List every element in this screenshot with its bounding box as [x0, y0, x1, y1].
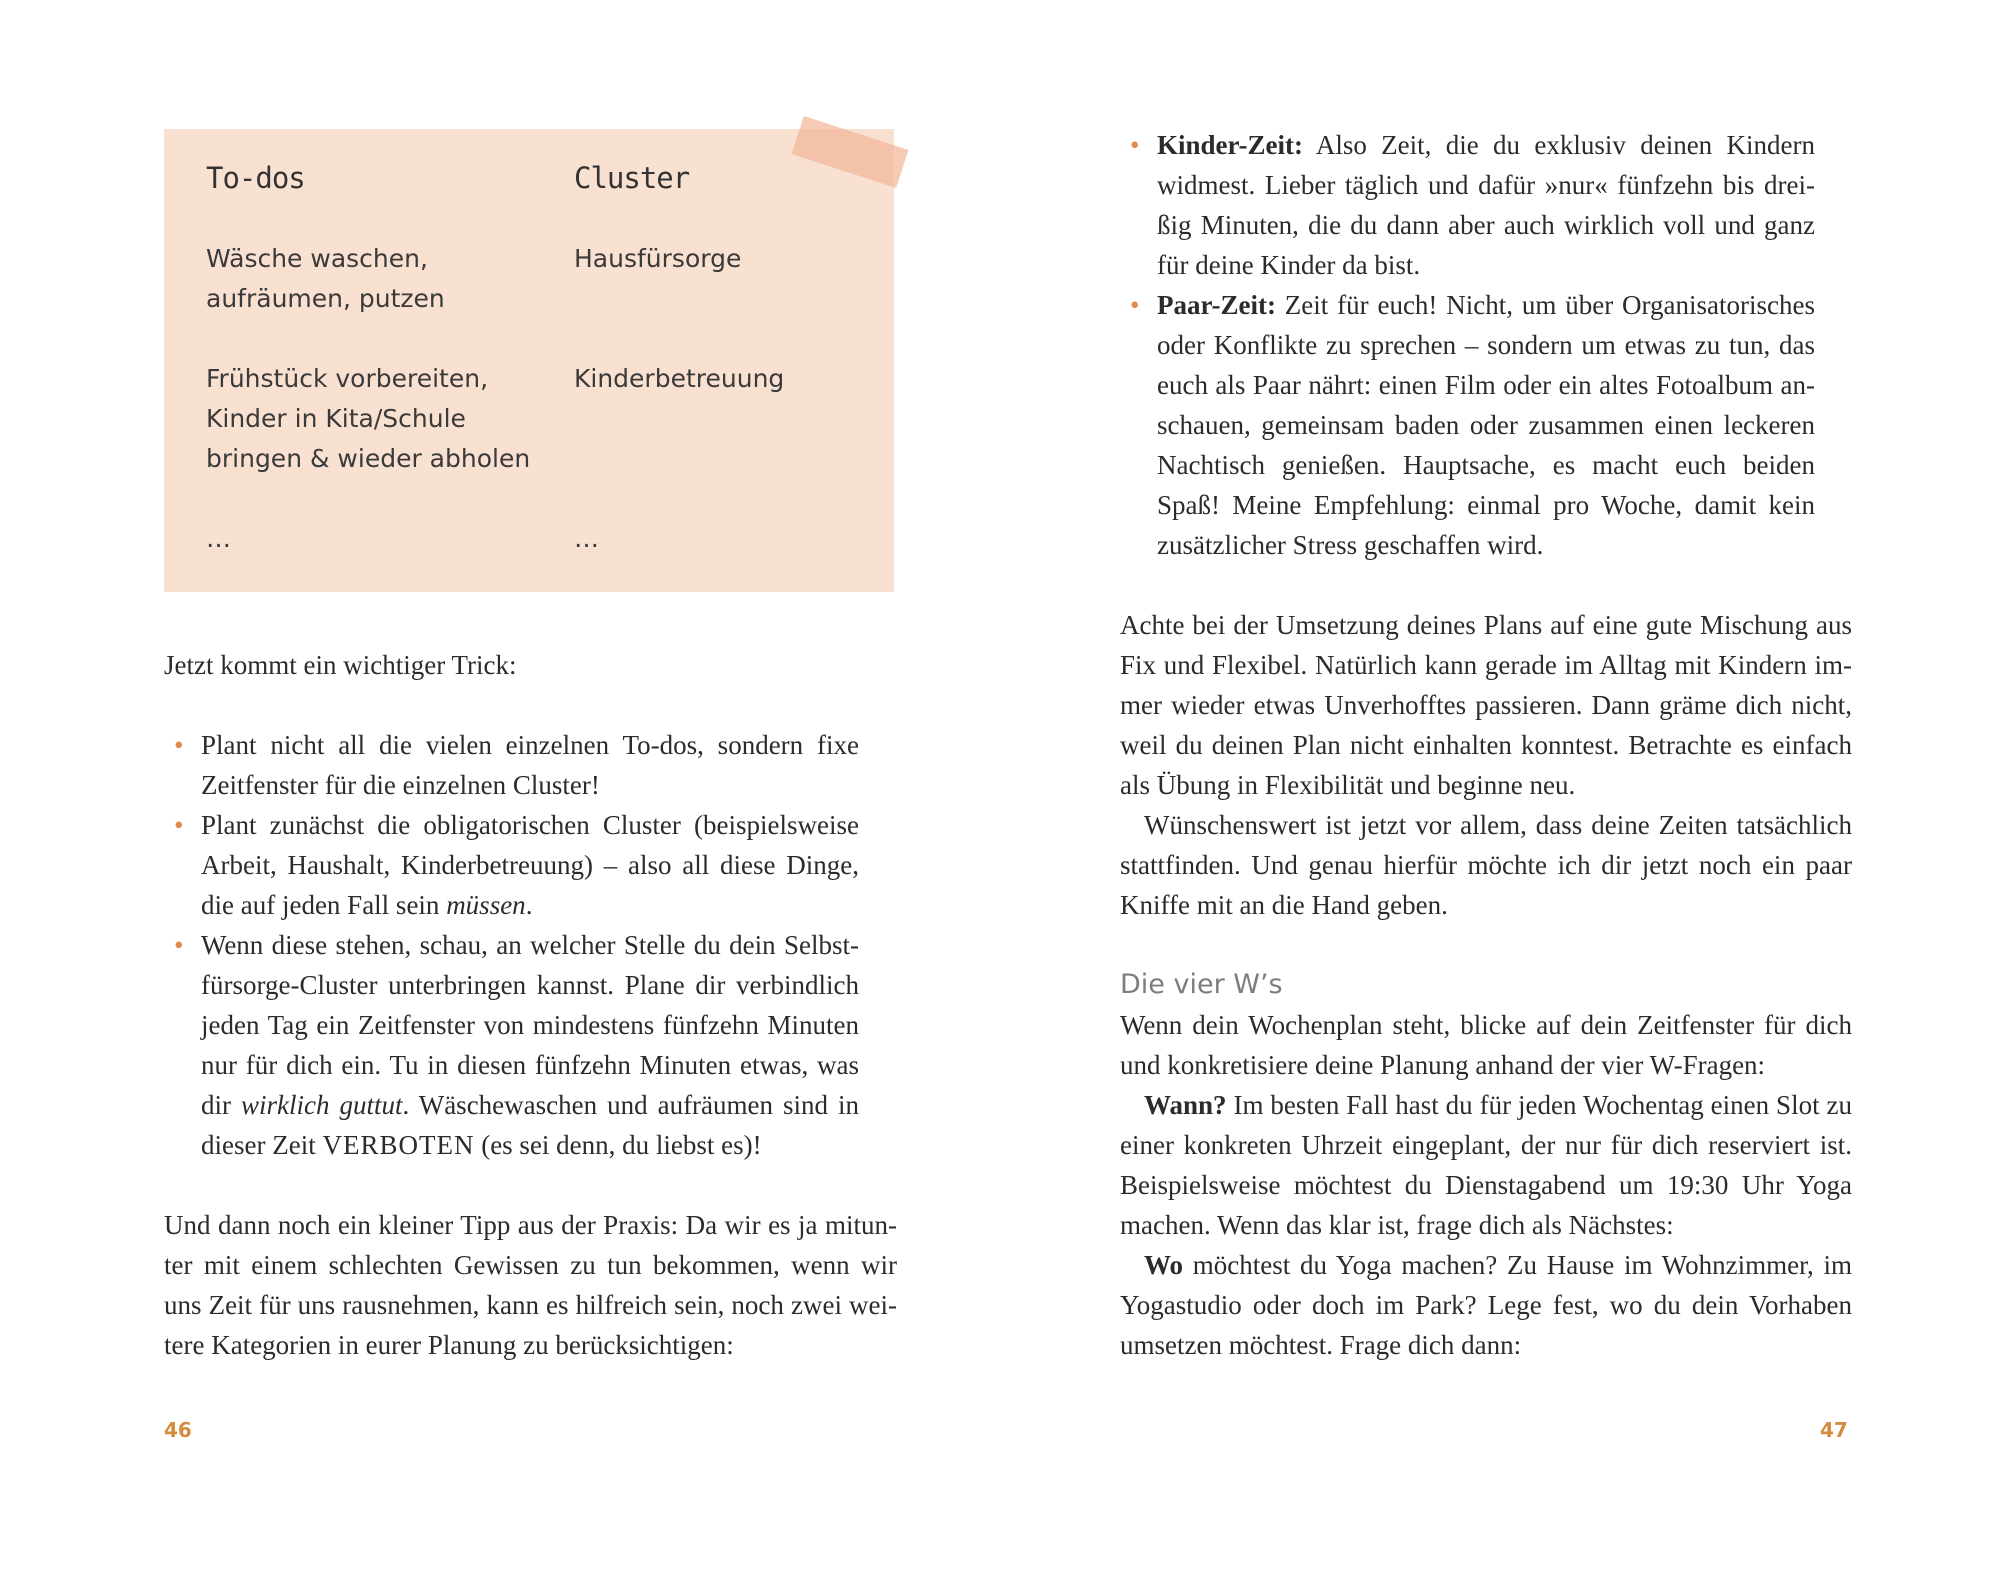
closing-text: Und dann noch ein kleiner Tipp aus der Praxis: Da wir es ja mitunter mit einem schlechten Gewissen zu tun bekommen, wenn wir uns Zeit für uns rausnehmen, kann es hilfreich sein, noch zwei weitere Kategorien in eurer Planung zu berücksichtigen: — [164, 1210, 897, 1360]
plan-paragraphs — [1120, 605, 1852, 925]
intro-paragraph — [164, 645, 897, 685]
paragraph: Wann? Im besten Fall hast du für jeden Wochentag einen Slot zu einer konkreten Uhrzeit eingeplant, der nur für dich reserviert ist. Beispielsweise möchtest du Dienstagabend um 19:30 Uhr Yoga machen. Wenn das klar ist, frage dich als Nächstes: — [1120, 1090, 1852, 1240]
list-item: • Paar-Zeit: Zeit für euch! Nicht, um über Organisatorisches oder Konflikte zu sprechen – sondern um etwas zu tun, das euch als Paar nährt: einen Film oder ein altes Fotoalbum anschauen, gemeinsam baden oder zusammen einen leckeren Nachtisch genießen. Hauptsache, es macht euch beiden Spaß! Meine Empfehlung: einmal pro Woche, damit kein zusätzlicher Stress geschaffen wird. — [1120, 285, 1815, 565]
paragraph: Wünschenswert ist jetzt vor allem, dass deine Zeiten tatsächlich stattfinden. Und genau hierfür möchte ich dir jetzt noch ein paar Kniffe mit an die Hand geben. — [1120, 810, 1852, 920]
cluster-header: Cluster — [574, 161, 690, 195]
paragraph: Wo möchtest du Yoga machen? Zu Hause im Wohnzimmer, im Yogastudio oder doch im Park? Lege fest, wo du dein Vorhaben umsetzen möchtest. Frage dich dann: — [1120, 1250, 1852, 1360]
todo-cell-1: Wäsche waschen, aufräumen, putzen — [206, 244, 445, 313]
list-item: • Plant nicht all die vielen einzelnen To-dos, sondern fixe Zeitfenster für die einzelnen Cluster! — [164, 725, 859, 805]
closing-paragraph — [164, 1205, 897, 1365]
list-item: • Plant zunächst die obligatorischen Cluster (beispielsweise Arbeit, Haushalt, Kinderbetreuung) – also all diese Dinge, die auf jeden Fall sein müssen. — [164, 805, 859, 925]
intro-text: Jetzt kommt ein wichtiger Trick: — [164, 650, 517, 680]
paragraph: Achte bei der Umsetzung deines Plans auf eine gute Mischung aus Fix und Flexibel. Natürlich kann gerade im Alltag mit Kindern immer wieder etwas Unverhofftes passieren. Dann gräme dich nicht, weil du deinen Plan nicht einhalten konntest. Betrachte es einfach als Übung in Flexibilität und beginne neu. — [1120, 610, 1852, 800]
list-item: • Kinder-Zeit: Also Zeit, die du exklusiv deinen Kindern widmest. Lieber täglich und dafür »nur« fünfzehn bis dreißig Minuten, die du dann aber auch wirklich voll und ganz für deine Kinder da bist. — [1120, 125, 1815, 285]
page-number-right: 47 — [1820, 1418, 1848, 1442]
todos-header: To-dos — [206, 161, 305, 195]
cluster-cell-3: … — [574, 524, 599, 553]
page-number-left: 46 — [164, 1418, 192, 1442]
cluster-cell-2: Kinderbetreuung — [574, 364, 785, 393]
cluster-cell-1: Hausfürsorge — [574, 244, 742, 273]
four-w-section — [1120, 1005, 1852, 1365]
time-categories-list — [1120, 125, 1815, 565]
list-item: • Wenn diese stehen, schau, an welcher Stelle du dein Selbstfürsorge-Cluster unterbringen kannst. Plane dir verbindlich jeden Tag ein Zeitfenster von mindestens fünfzehn Minuten nur für dich ein. Tu in diesen fünfzehn Minuten etwas, was dir wirklich guttut. Wäschewaschen und aufräumen sind in dieser Zeit VERBOTEN (es sei denn, du liebst es)! — [164, 925, 859, 1165]
right-page — [1000, 0, 2000, 1593]
sticky-note — [164, 129, 894, 592]
todo-cell-2: Frühstück vorbereiten, Kinder in Kita/Schule bringen & wieder abholen — [206, 364, 531, 473]
section-heading: Die vier W’s — [1120, 969, 1283, 1000]
trick-list — [164, 725, 859, 1165]
todo-cell-3: … — [206, 524, 231, 553]
paragraph: Wenn dein Wochenplan steht, blicke auf dein Zeitfenster für dich und konkretisiere deine Planung anhand der vier W-Fragen: — [1120, 1010, 1852, 1080]
